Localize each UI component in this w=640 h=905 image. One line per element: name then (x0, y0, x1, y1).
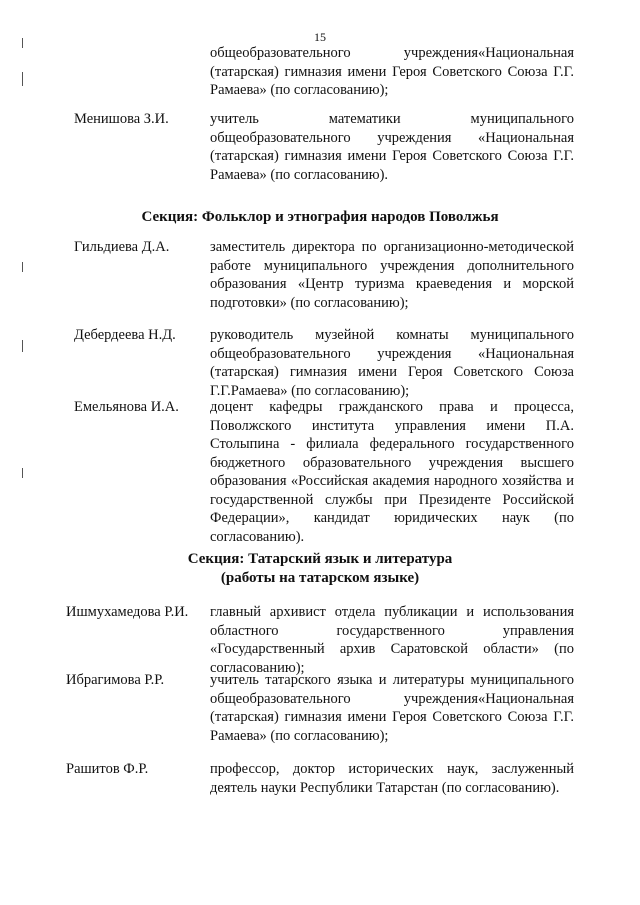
entry-description: руководитель музейной комнаты муниципального общеобразовательного учреждения «Национальная (татарская) гимназия имени Героя Советского Союза Г.Г.Рамаева» (по согласованию); (210, 327, 574, 399)
entry-description: учитель математики муниципального общеобразовательного учреждения «Национальная (татарская) гимназия имени Героя Советского Союза Г.Г. Рамаева» (по согласованию). (210, 111, 574, 183)
entry-description: общеобразовательного учреждения«Национальная (татарская) гимназия имени Героя Советского Союза Г.Г. Рамаева» (по согласованию); (210, 45, 574, 98)
entry-description: учитель татарского языка и литературы муниципального общеобразовательного учреждения«Национальная (татарская) гимназия имени Героя Советского Союза Г.Г. Рамаева» (по согласованию); (210, 672, 574, 744)
entry-name: Ишмухамедова Р.И. (66, 604, 189, 620)
entry-description: доцент кафедры гражданского права и процесса, Поволжского института управления имени П.А. Столыпина - филиала федерального государственного бюджетного образовательного учреждения высшего образования «Российская академия народного хозяйства и государственной службы при Президенте Российской Федерации», кандидат юридических наук (по согласованию). (210, 399, 574, 545)
entry-description: заместитель директора по организационно-методической работе муниципального учреждения дополнительного образования «Центр туризма краеведения и морской подготовки» (по согласованию); (210, 239, 574, 311)
scan-mark (22, 340, 23, 352)
page-number: 15 (314, 30, 326, 44)
entry-name: Дебердеева Н.Д. (74, 327, 176, 343)
entry-description: главный архивист отдела публикации и использования областного государственного управления «Государственный архив Саратовской области» (по согласованию); (210, 604, 574, 676)
section-heading: Секция: Татарский язык и литература (187, 551, 453, 567)
entry-name: Ибрагимова Р.Р. (66, 672, 165, 688)
scan-mark (22, 72, 23, 86)
entry-name: Менишова З.И. (74, 111, 169, 127)
scan-mark (22, 468, 23, 478)
entry-description: профессор, доктор исторических наук, заслуженный деятель науки Республики Татарстан (по согласованию). (210, 761, 574, 796)
section-heading: Секция: Фольклор и этнография народов Поволжья (141, 209, 499, 225)
entry-name: Емельянова И.А. (74, 399, 179, 415)
section-subheading: (работы на татарском языке) (220, 570, 420, 586)
entry-name: Гильдиева Д.А. (74, 239, 170, 255)
scan-mark (22, 262, 23, 272)
entry-name: Рашитов Ф.Р. (66, 761, 149, 777)
